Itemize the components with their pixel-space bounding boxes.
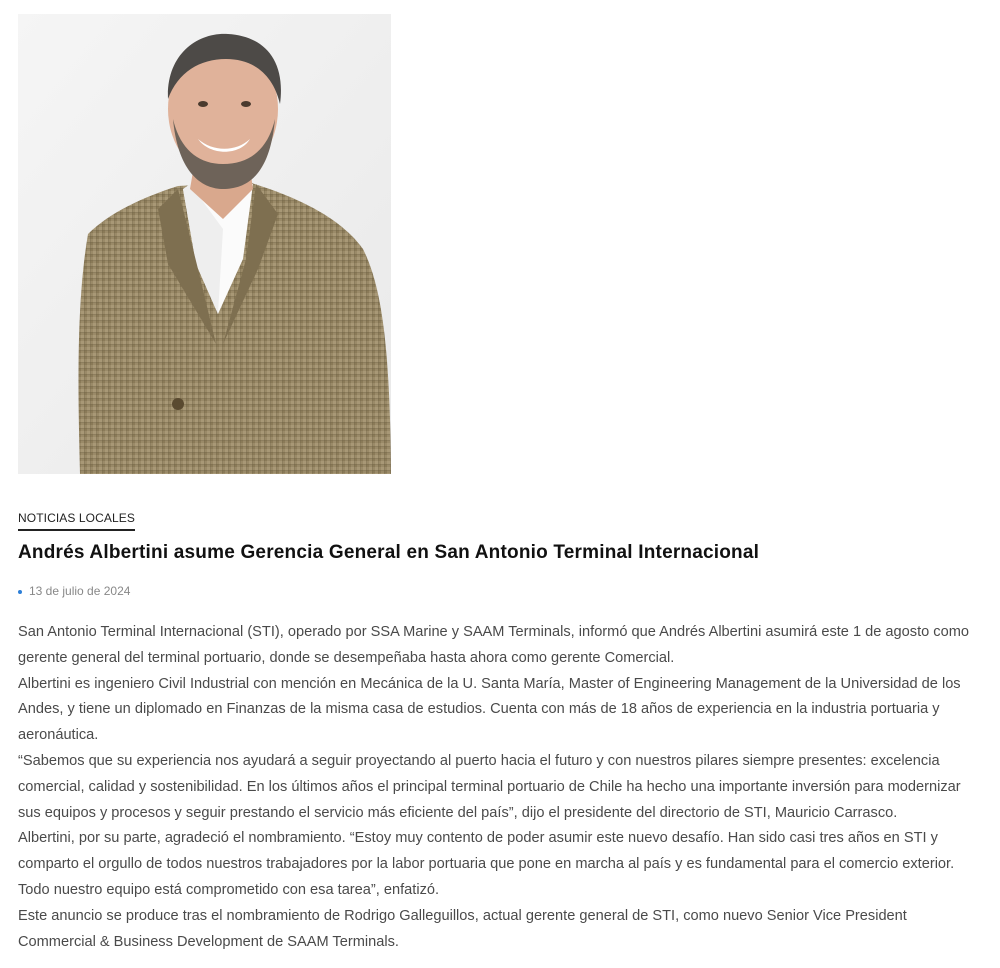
article-body [18,620,983,955]
paragraph: San Antonio Terminal Internacional (STI), operado por SSA Marine y SAAM Terminals, informó que Andrés Albertini asumirá este 1 de agosto como gerente general del terminal portuario, donde se desempeñaba hasta ahora como gerente Comercial. [18,624,969,666]
date-bullet-icon [18,590,22,594]
article [18,14,983,955]
category-label[interactable]: NOTICIAS LOCALES [18,511,135,531]
paragraph: Albertini es ingeniero Civil Industrial con mención en Mecánica de la U. Santa María, Master of Engineering Management de la Universidad de los Andes, y tiene un diplomado en Finanzas de la misma casa de estudios. Cuenta con más de 18 años de experiencia en la industria portuaria y aeronáutica. [18,675,961,744]
paragraph: “Sabemos que su experiencia nos ayudará a seguir proyectando al puerto hacia el futuro y con nuestros pilares siempre presentes: excelencia comercial, calidad y sostenibilidad. En los últimos años el principal terminal portuario de Chile ha hecho una importante inversión para modernizar sus equipos y procesos y seguir prestando el servicio más eficiente del país”, dijo el presidente del directorio de STI, Mauricio Carrasco. [18,752,961,821]
paragraph: Albertini, por su parte, agradeció el nombramiento. “Estoy muy contento de poder asumir este nuevo desafío. Han sido casi tres años en STI y comparto el orgullo de todos nuestros trabajadores por la labor portuaria que pone en marcha al país y es fundamental para el comercio exterior. Todo nuestro equipo está comprometido con esa tarea”, enfatizó. [18,830,955,898]
paragraph: Este anuncio se produce tras el nombramiento de Rodrigo Galleguillos, actual gerente general de STI, como nuevo Senior Vice President Commercial & Business Development de SAAM Terminals. [18,907,907,950]
publish-date: 13 de julio de 2024 [29,584,131,598]
portrait-photo [18,14,391,474]
article-meta [18,584,983,598]
article-title: Andrés Albertini asume Gerencia General en San Antonio Terminal Internacional [18,542,760,563]
